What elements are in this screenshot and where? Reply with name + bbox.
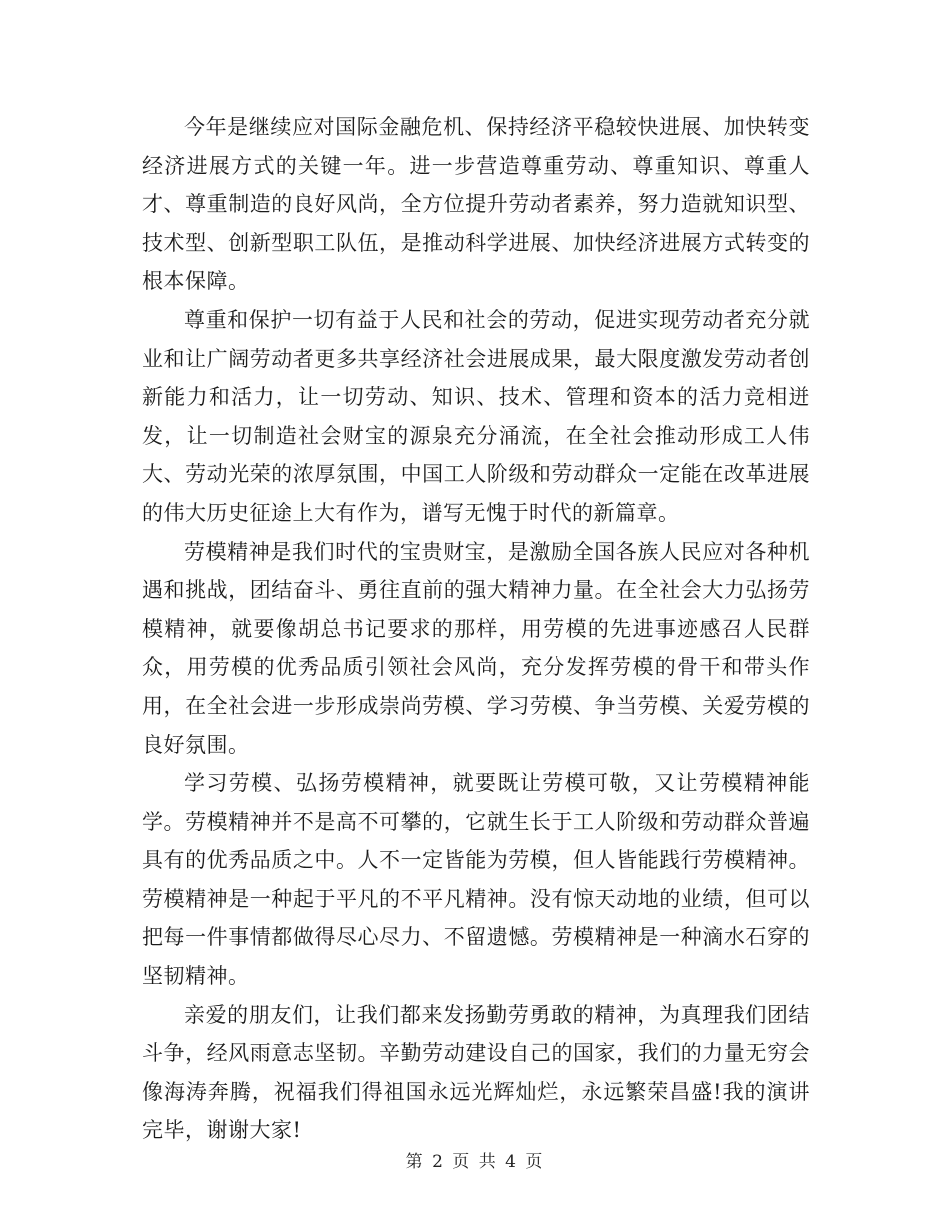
paragraph-4: 学习劳模、弘扬劳模精神，就要既让劳模可敬，又让劳模精神能学。劳模精神并不是高不可攀的，它就生长于工人阶级和劳动群众普遍具有的优秀品质之中。人不一定皆能为劳模，但人皆能践行劳模精神。劳模精神是一种起于平凡的不平凡精神。没有惊天动地的业绩，但可以把每一件事情都做得尽心尽力、不留遗憾。劳模精神是一种滴水石穿的坚韧精神。: [142, 771, 810, 989]
paragraph-3: 劳模精神是我们时代的宝贵财宝，是激励全国各族人民应对各种机遇和挑战，团结奋斗、勇往直前的强大精神力量。在全社会大力弘扬劳模精神，就要像胡总书记要求的那样，用劳模的先进事迹感召人民群众，用劳模的优秀品质引领社会风尚，充分发挥劳模的骨干和带头作用，在全社会进一步形成崇尚劳模、学习劳模、争当劳模、关爱劳模的良好氛围。: [142, 539, 810, 757]
page-number-footer: 第 2 页 共 4 页: [405, 1152, 545, 1172]
paragraph-2: 尊重和保护一切有益于人民和社会的劳动，促进实现劳动者充分就业和让广阔劳动者更多共享经济社会进展成果，最大限度激发劳动者创新能力和活力，让一切劳动、知识、技术、管理和资本的活力竞相迸发，让一切制造社会财宝的源泉充分涌流，在全社会推动形成工人伟大、劳动光荣的浓厚氛围，中国工人阶级和劳动群众一定能在改革进展的伟大历史征途上大有作为，谱写无愧于时代的新篇章。: [142, 307, 810, 525]
paragraph-1: 今年是继续应对国际金融危机、保持经济平稳较快进展、加快转变经济进展方式的关键一年。进一步营造尊重劳动、尊重知识、尊重人才、尊重制造的良好风尚，全方位提升劳动者素养，努力造就知识型、技术型、创新型职工队伍，是推动科学进展、加快经济进展方式转变的根本保障。: [142, 115, 810, 294]
document-body: [142, 108, 810, 1150]
paragraph-5: 亲爱的朋友们，让我们都来发扬勤劳勇敢的精神，为真理我们团结斗争，经风雨意志坚韧。辛勤劳动建设自己的国家，我们的力量无穷会像海涛奔腾，祝福我们得祖国永远光辉灿烂，永远繁荣昌盛!我的演讲完毕，谢谢大家!: [142, 1002, 810, 1143]
